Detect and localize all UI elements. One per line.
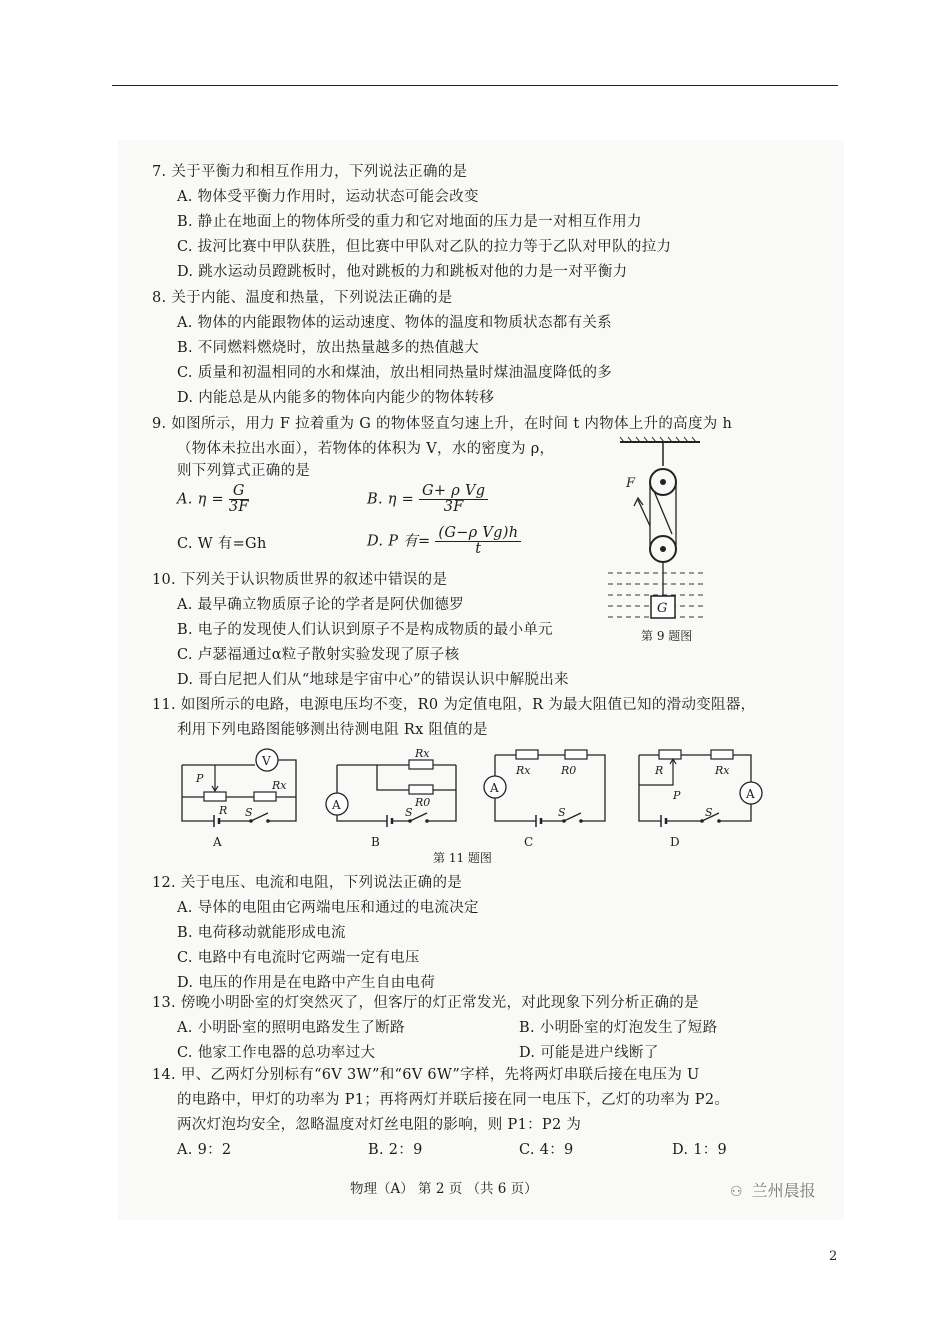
q11-label-a: A: [213, 835, 222, 849]
q9-option-a-denominator: 3F: [228, 499, 249, 515]
q13-option-d: D. 可能是进户线断了: [519, 1045, 659, 1061]
header-rule: [112, 85, 838, 86]
wechat-icon: ⚇: [730, 1184, 743, 1200]
q10-stem: 10. 下列关于认识物质世界的叙述中错误的是: [152, 572, 448, 588]
q9-stem-line2: （物体未拉出水面），若物体的体积为 V，水的密度为 ρ，: [177, 441, 555, 457]
q9-option-d-fraction: [435, 526, 521, 557]
q11a-switch-label: S: [245, 806, 253, 819]
q8-option-b: B. 不同燃料燃烧时，放出热量越多的热值越大: [177, 340, 479, 356]
q9-stem-line1: 9. 如图所示，用力 F 拉着重为 G 的物体竖直匀速上升，在时间 t 内物体上升的高度为 h: [152, 416, 733, 432]
q11a-voltmeter-label: V: [262, 754, 271, 768]
q7-option-b: B. 静止在地面上的物体所受的重力和它对地面的压力是一对相互作用力: [177, 214, 642, 230]
q9-option-d-numerator: (G−ρ Vg)h: [435, 526, 521, 542]
q8-option-c: C. 质量和初温相同的水和煤油，放出相同热量时煤油温度降低的多: [177, 365, 613, 381]
q11-circuit-a: [178, 745, 303, 835]
q11a-rheostat-label: R: [219, 804, 228, 817]
q11a-rx-label: Rx: [272, 779, 287, 792]
q7-option-c: C. 拔河比赛中甲队获胜，但比赛中甲队对乙队的拉力等于乙队对甲队的拉力: [177, 239, 672, 255]
q9-weight-label: G: [657, 601, 668, 616]
q11c-ammeter-label: A: [490, 781, 499, 795]
q11a-slider-label: P: [196, 772, 204, 785]
q8-stem: 8. 关于内能、温度和热量，下列说法正确的是: [152, 290, 453, 306]
q9-option-b-fraction: [419, 484, 488, 515]
q11b-ammeter-label: A: [332, 798, 341, 812]
q9-option-a-numerator: G: [229, 484, 249, 500]
q12-option-c: C. 电路中有电流时它两端一定有电压: [177, 950, 420, 966]
q8-option-d: D. 内能总是从内能多的物体向内能少的物体转移: [177, 390, 495, 406]
q9-option-b-denominator: 3F: [443, 499, 464, 515]
q10-option-d: D. 哥白尼把人们从“地球是宇宙中心”的错误认识中解脱出来: [177, 672, 569, 688]
q11d-switch-label: S: [705, 806, 713, 819]
q12-stem: 12. 关于电压、电流和电阻，下列说法正确的是: [152, 875, 463, 891]
newspaper-watermark: [730, 1178, 816, 1201]
q9-option-b: [367, 484, 488, 515]
q12-option-b: B. 电荷移动就能形成电流: [177, 925, 346, 941]
q9-option-a-fraction: [229, 484, 249, 515]
q9-option-b-numerator: G+ ρ Vg: [419, 484, 488, 500]
q14-option-a: A. 9：2: [177, 1142, 232, 1158]
q11d-rx-label: Rx: [715, 764, 730, 777]
q9-force-label: F: [626, 476, 636, 491]
q9-option-a-prefix: A. η =: [177, 491, 224, 508]
q11c-switch-label: S: [558, 806, 566, 819]
watermark-text: 兰州晨报: [751, 1181, 816, 1200]
q13-option-c: C. 他家工作电器的总功率过大: [177, 1045, 376, 1061]
q11b-switch-label: S: [405, 806, 413, 819]
q11-circuit-d: [633, 745, 768, 835]
q7-stem: 7. 关于平衡力和相互作用力，下列说法正确的是: [152, 164, 468, 180]
q9-option-b-prefix: B. η =: [367, 491, 415, 508]
q11b-rx-label: Rx: [415, 747, 430, 760]
q13-stem: 13. 傍晚小明卧室的灯突然灭了，但客厅的灯正常发光，对此现象下列分析正确的是: [152, 995, 699, 1011]
page-number: 2: [829, 1249, 838, 1264]
q11d-slider-label: P: [673, 789, 681, 802]
q11-stem-line2: 利用下列电路图能够测出待测电阻 Rx 阻值的是: [177, 722, 488, 738]
q14-stem-line3: 两次灯泡均安全，忽略温度对灯丝电阻的影响，则 P1：P2 为: [177, 1117, 582, 1133]
q14-stem-line1: 14. 甲、乙两灯分别标有“6V 3W”和“6V 6W”字样，先将两灯串联后接在电压为 U: [152, 1067, 700, 1083]
q11c-r0-label: R0: [561, 764, 577, 777]
q7-option-d: D. 跳水运动员蹬跳板时，他对跳板的力和跳板对他的力是一对平衡力: [177, 264, 628, 280]
q9-figure-caption: 第 9 题图: [641, 629, 693, 643]
q9-pulley-figure: [600, 436, 710, 626]
q9-option-c: C. W 有=Gh: [177, 536, 267, 552]
q13-option-b: B. 小明卧室的灯泡发生了短路: [519, 1020, 718, 1036]
q14-option-d: D. 1：9: [672, 1142, 728, 1158]
q13-option-a: A. 小明卧室的照明电路发生了断路: [177, 1020, 405, 1036]
q10-option-c: C. 卢瑟福通过α粒子散射实验发现了原子核: [177, 647, 460, 663]
q11-circuit-c: [483, 745, 613, 835]
q9-stem-line3: 则下列算式正确的是: [177, 463, 311, 479]
q9-option-a: [177, 484, 249, 515]
q9-option-d-denominator: t: [475, 541, 482, 557]
q8-option-a: A. 物体的内能跟物体的运动速度、物体的温度和物质状态都有关系: [177, 315, 612, 331]
q9-option-d-prefix: D. P 有=: [367, 533, 431, 550]
q14-option-c: C. 4：9: [519, 1142, 574, 1158]
q11b-r0-label: R0: [415, 796, 431, 809]
q11-circuit-b: [325, 745, 465, 835]
q14-option-b: B. 2：9: [368, 1142, 423, 1158]
page-footer: 物理（A） 第 2 页 （共 6 页）: [350, 1181, 538, 1197]
q10-option-b: B. 电子的发现使人们认识到原子不是构成物质的最小单元: [177, 622, 553, 638]
q11-stem-line1: 11. 如图所示的电路，电源电压均不变，R0 为定值电阻，R 为最大阻值已知的滑动变阻器，: [152, 697, 756, 713]
q11d-rheostat-label: R: [655, 764, 664, 777]
q12-option-a: A. 导体的电阻由它两端电压和通过的电流决定: [177, 900, 479, 916]
q9-option-d: [367, 526, 521, 557]
q11c-rx-label: Rx: [516, 764, 531, 777]
q11-label-c: C: [524, 835, 534, 849]
q11-label-d: D: [670, 835, 680, 849]
q7-option-a: A. 物体受平衡力作用时，运动状态可能会改变: [177, 189, 479, 205]
q11-label-b: B: [371, 835, 380, 849]
q11d-ammeter-label: A: [746, 787, 755, 801]
q10-option-a: A. 最早确立物质原子论的学者是阿伏伽德罗: [177, 597, 464, 613]
q11-figure-caption: 第 11 题图: [433, 851, 492, 865]
q12-option-d: D. 电压的作用是在电路中产生自由电荷: [177, 975, 436, 991]
q14-stem-line2: 的电路中，甲灯的功率为 P1；再将两灯并联后接在同一电压下，乙灯的功率为 P2。: [177, 1092, 730, 1108]
